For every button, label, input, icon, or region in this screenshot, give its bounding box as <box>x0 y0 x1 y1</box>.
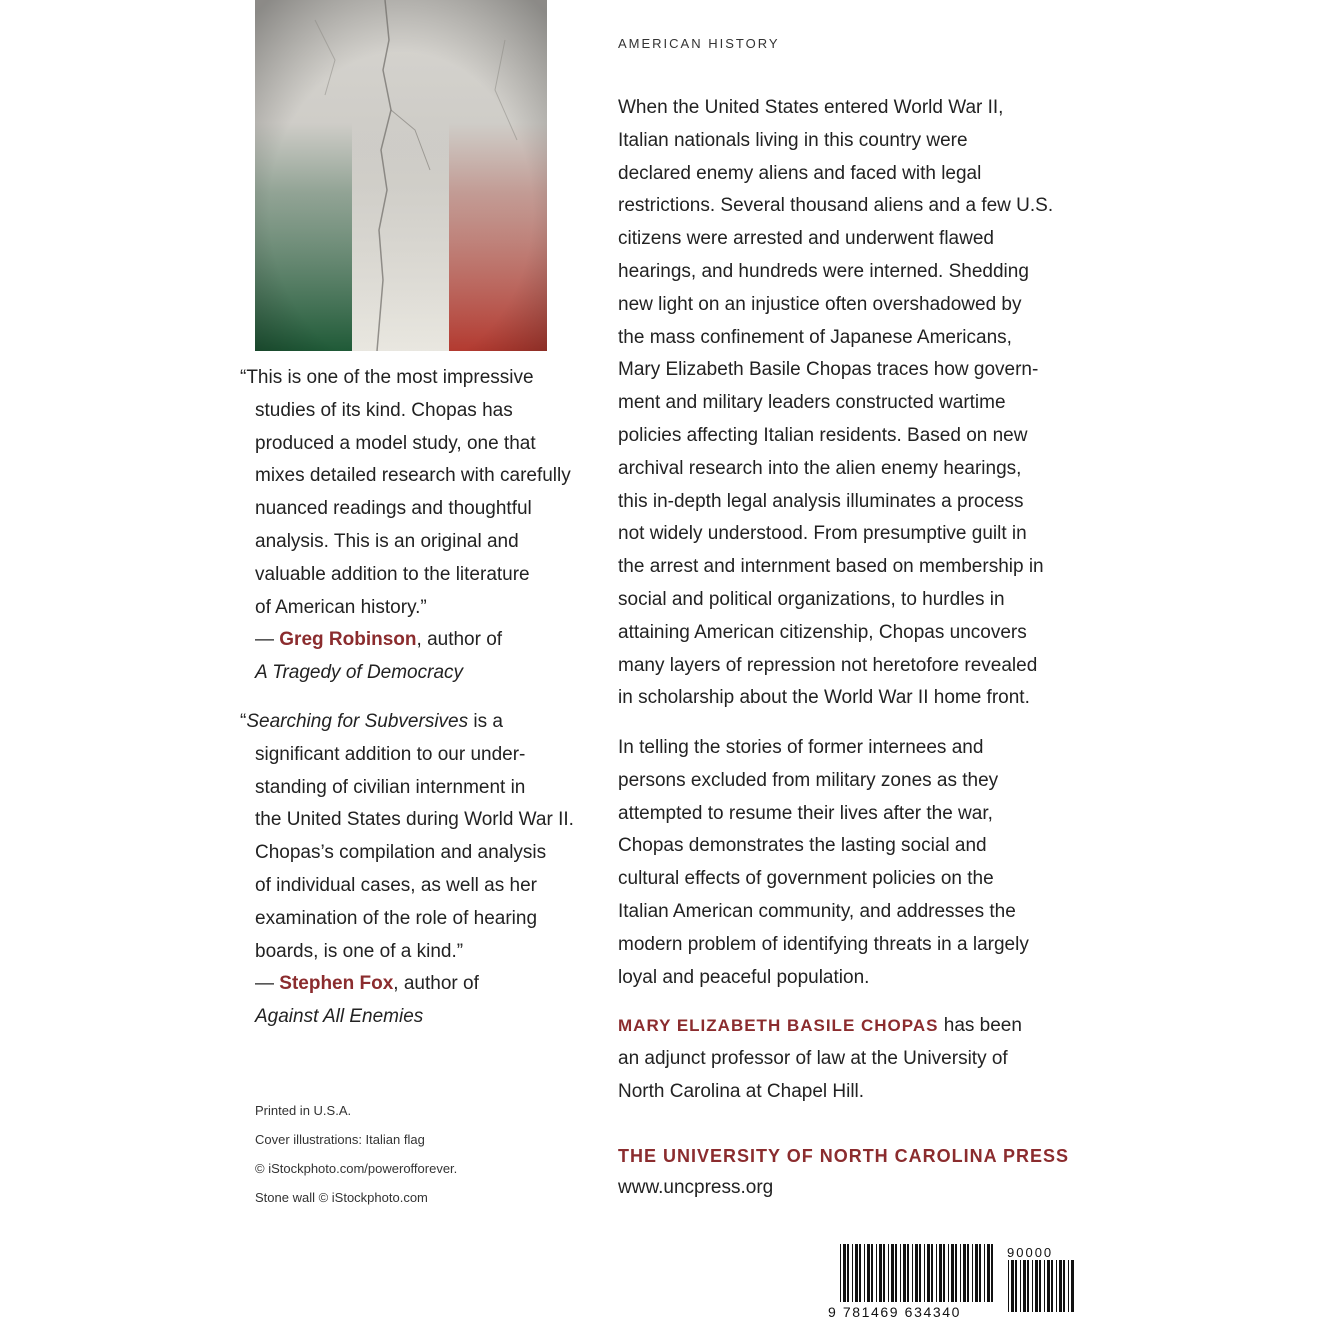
text-line: In telling the stories of former internees and <box>618 737 984 758</box>
barcode-bar <box>991 1244 993 1302</box>
quote-line: the United States during World War II. <box>255 809 574 831</box>
barcode-bar <box>927 1244 930 1302</box>
quote-line: produced a model study, one that <box>255 432 536 454</box>
barcode-bar <box>1047 1260 1050 1312</box>
credit-line: Cover illustrations: Italian flag <box>255 1132 425 1147</box>
barcode-bar <box>979 1244 981 1302</box>
barcode-bar <box>891 1244 894 1302</box>
reviewer-name: Greg Robinson <box>279 629 417 651</box>
quote-line <box>240 706 600 739</box>
quote-line: significant addition to our under- <box>255 743 526 765</box>
barcode-bar <box>1071 1260 1074 1312</box>
text-line: archival research into the alien enemy hearings, <box>618 457 1022 479</box>
text-line: attaining American citizenship, Chopas uncovers <box>618 621 1027 643</box>
barcode-bar <box>867 1244 870 1302</box>
barcode-bar <box>1063 1260 1065 1312</box>
author-bio <box>618 1010 1088 1108</box>
barcode-bar <box>900 1244 901 1302</box>
cover-credits <box>255 1096 457 1212</box>
text-line: this in-depth legal analysis illuminates a process <box>618 490 1024 512</box>
publisher-name: THE UNIVERSITY OF NORTH CAROLINA PRESS <box>618 1146 1070 1166</box>
barcode-bar <box>912 1244 913 1302</box>
review-quote-robinson <box>240 362 600 690</box>
barcode-bar <box>936 1244 937 1302</box>
barcode-bar <box>948 1244 949 1302</box>
author-name: MARY ELIZABETH BASILE CHOPAS <box>618 1016 939 1035</box>
text-line: persons excluded from military zones as they <box>618 769 999 791</box>
publisher-website: www.uncpress.org <box>618 1177 774 1198</box>
barcode-bar <box>888 1244 889 1302</box>
credit-line: Printed in U.S.A. <box>255 1103 352 1118</box>
barcode-bar <box>915 1244 918 1302</box>
quote-line: nuanced readings and thoughtful <box>255 498 532 520</box>
quote-attribution <box>240 624 600 657</box>
barcode-bar <box>871 1244 873 1302</box>
review-quote-fox <box>240 706 600 1034</box>
text-line: the mass confinement of Japanese Americans, <box>618 326 1012 348</box>
quote-line: of individual cases, as well as her <box>255 874 537 896</box>
barcode-bar <box>895 1244 897 1302</box>
text-line: Italian American community, and addresses the <box>618 900 1016 922</box>
text-line: many layers of repression not heretofore revealed <box>618 654 1038 676</box>
text-line: declared enemy aliens and faced with legal <box>618 162 982 184</box>
quote-line: of American history.” <box>255 596 427 618</box>
barcode-bar <box>967 1244 969 1302</box>
open-quote: “ <box>240 711 247 732</box>
barcode-bar <box>1032 1260 1033 1312</box>
barcode-bar <box>883 1244 885 1302</box>
barcode-bar <box>1023 1260 1026 1312</box>
barcode-bar <box>1044 1260 1045 1312</box>
quote-line: studies of its kind. Chopas has <box>255 399 513 421</box>
barcode-bar <box>843 1244 846 1302</box>
quote-line: Chopas’s compilation and analysis <box>255 842 547 864</box>
text-line: the arrest and internment based on membership in <box>618 556 1044 578</box>
text-line: an adjunct professor of law at the University of <box>618 1047 1008 1069</box>
barcode-bar <box>1027 1260 1029 1312</box>
barcode-bar <box>840 1244 841 1302</box>
text-line: Mary Elizabeth Basile Chopas traces how govern- <box>618 359 1039 381</box>
reviewer-name: Stephen Fox <box>279 973 394 995</box>
barcode-bar <box>876 1244 877 1302</box>
barcode-bar <box>987 1244 990 1302</box>
text-line: loyal and peaceful population. <box>618 966 870 988</box>
quote-line: mixes detailed research with carefully <box>255 465 571 487</box>
text-line: not widely understood. From presumptive guilt in <box>618 523 1027 545</box>
bio-text: has been <box>938 1015 1022 1036</box>
barcode-bar <box>855 1244 858 1302</box>
barcode-bar <box>972 1244 973 1302</box>
barcode-bar <box>1015 1260 1017 1312</box>
text-line: social and political organizations, to hurdles in <box>618 588 1005 610</box>
credit-line: Stone wall © iStockphoto.com <box>255 1190 428 1205</box>
quote-line: standing of civilian internment in <box>255 776 526 798</box>
text-line: cultural effects of government policies on the <box>618 868 994 890</box>
barcode-bar <box>939 1244 942 1302</box>
reviewer-book-title: Against All Enemies <box>255 1006 424 1028</box>
barcode-bar <box>919 1244 921 1302</box>
barcode-bar <box>1008 1260 1009 1312</box>
text-line: hearings, and hundreds were interned. Shedding <box>618 260 1029 282</box>
quote-line-rest: is a <box>468 711 503 732</box>
text-line: ment and military leaders constructed wartime <box>618 392 1006 414</box>
quote-line: valuable addition to the literature <box>255 563 530 585</box>
text-line: Chopas demonstrates the lasting social and <box>618 835 987 857</box>
text-line <box>618 1010 1088 1043</box>
text-line: citizens were arrested and underwent flawed <box>618 228 994 250</box>
barcode-bar <box>963 1244 966 1302</box>
text-line: in scholarship about the World War II home front. <box>618 687 1030 709</box>
barcode-bar <box>924 1244 925 1302</box>
quote-line: examination of the role of hearing <box>255 907 538 929</box>
text-line: restrictions. Several thousand aliens and a few U.S. <box>618 195 1054 217</box>
category-label: AMERICAN HISTORY <box>618 36 780 51</box>
quote-attribution <box>240 968 600 1001</box>
barcode-bar <box>907 1244 909 1302</box>
reviewer-book-title: A Tragedy of Democracy <box>255 662 464 684</box>
barcode-bar <box>1059 1260 1062 1312</box>
quote-line: analysis. This is an original and <box>255 530 519 552</box>
barcode-bar <box>1056 1260 1057 1312</box>
quote-line: “This is one of the most impressive <box>240 367 534 388</box>
barcode-digits: 9 781469 634340 <box>828 1304 961 1320</box>
price-code: 90000 <box>1007 1245 1054 1260</box>
attribution-dash: — <box>255 629 280 651</box>
credit-line: © iStockphoto.com/powerofforever. <box>255 1161 458 1176</box>
barcode-bar <box>847 1244 849 1302</box>
barcode-bar <box>955 1244 957 1302</box>
barcode-bar <box>984 1244 985 1302</box>
text-line: North Carolina at Chapel Hill. <box>618 1080 865 1102</box>
text-line: When the United States entered World War II, <box>618 97 1004 118</box>
barcode-bar <box>1039 1260 1041 1312</box>
barcode-bar <box>1011 1260 1014 1312</box>
text-line: policies affecting Italian residents. Based on new <box>618 424 1028 446</box>
barcode-bar <box>879 1244 882 1302</box>
barcode-bar <box>864 1244 865 1302</box>
barcode-bar <box>931 1244 933 1302</box>
italian-flag-image <box>255 0 547 351</box>
barcode-bar <box>1068 1260 1069 1312</box>
author-of-text: , author of <box>393 973 479 995</box>
attribution-dash: — <box>255 973 280 995</box>
barcode-bar <box>859 1244 861 1302</box>
description-paragraph-2 <box>618 732 1088 994</box>
description-paragraph-1 <box>618 92 1088 715</box>
barcode-bar <box>1035 1260 1038 1312</box>
barcode-bar <box>975 1244 978 1302</box>
barcode-bar <box>1051 1260 1053 1312</box>
barcode-bar <box>852 1244 853 1302</box>
barcode-bar <box>1020 1260 1021 1312</box>
text-line: attempted to resume their lives after the war, <box>618 802 993 824</box>
text-line: Italian nationals living in this country were <box>618 129 968 151</box>
barcode-bar <box>943 1244 945 1302</box>
text-line: modern problem of identifying threats in a largely <box>618 933 1029 955</box>
barcode-bar <box>903 1244 906 1302</box>
quote-line: boards, is one of a kind.” <box>255 940 464 962</box>
text-line: new light on an injustice often overshadowed by <box>618 293 1022 315</box>
barcode-bar <box>951 1244 954 1302</box>
barcode-bar <box>960 1244 961 1302</box>
book-title-italic: Searching for Subversives <box>246 711 469 732</box>
author-of-text: , author of <box>416 629 503 651</box>
